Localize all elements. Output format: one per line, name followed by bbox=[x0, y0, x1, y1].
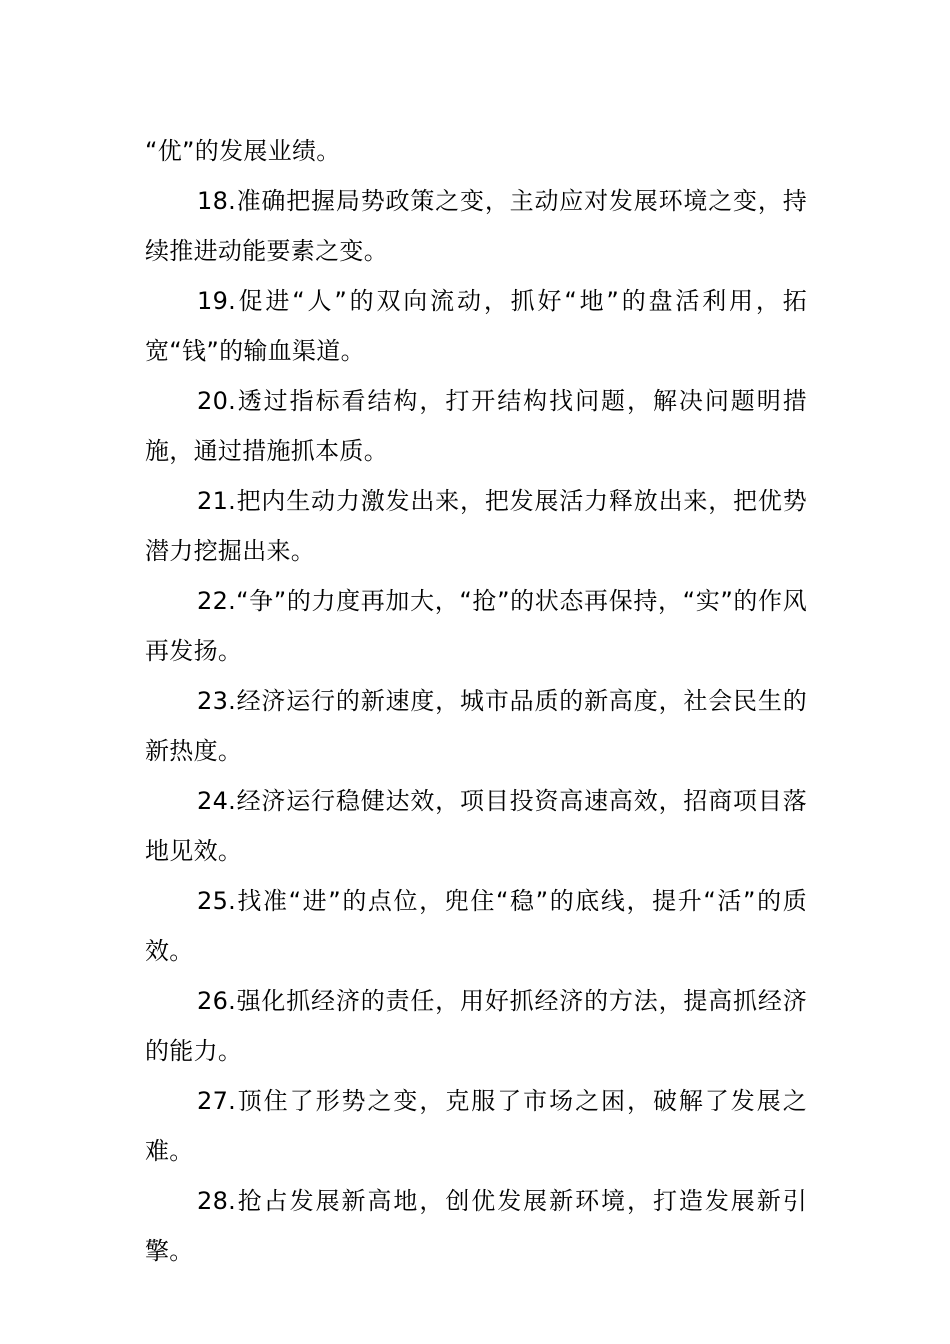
document-body bbox=[145, 126, 807, 1276]
paragraph-26: 26.强化抓经济的责任，用好抓经济的方法，提高抓经济的能力。 bbox=[145, 987, 807, 1065]
paragraph-20: 20.透过指标看结构，打开结构找问题，解决问题明措施，通过措施抓本质。 bbox=[145, 387, 807, 465]
paragraph-27: 27.顶住了形势之变，克服了市场之困，破解了发展之难。 bbox=[145, 1087, 807, 1165]
paragraph-24: 24.经济运行稳健达效，项目投资高速高效，招商项目落地见效。 bbox=[145, 787, 807, 865]
paragraph-21: 21.把内生动力激发出来，把发展活力释放出来，把优势潜力挖掘出来。 bbox=[145, 487, 807, 565]
paragraph-continued: “优”的发展业绩。 bbox=[145, 137, 341, 165]
paragraph-19: 19.促进“人”的双向流动，抓好“地”的盘活利用，拓宽“钱”的输血渠道。 bbox=[145, 287, 807, 365]
paragraph-25: 25.找准“进”的点位，兜住“稳”的底线，提升“活”的质效。 bbox=[145, 887, 807, 965]
paragraph-28: 28.抢占发展新高地，创优发展新环境，打造发展新引擎。 bbox=[145, 1187, 807, 1265]
paragraph-18: 18.准确把握局势政策之变，主动应对发展环境之变，持续推进动能要素之变。 bbox=[145, 187, 807, 265]
paragraph-23: 23.经济运行的新速度，城市品质的新高度，社会民生的新热度。 bbox=[145, 687, 807, 765]
paragraph-22: 22.“争”的力度再加大，“抢”的状态再保持，“实”的作风再发扬。 bbox=[145, 587, 807, 665]
